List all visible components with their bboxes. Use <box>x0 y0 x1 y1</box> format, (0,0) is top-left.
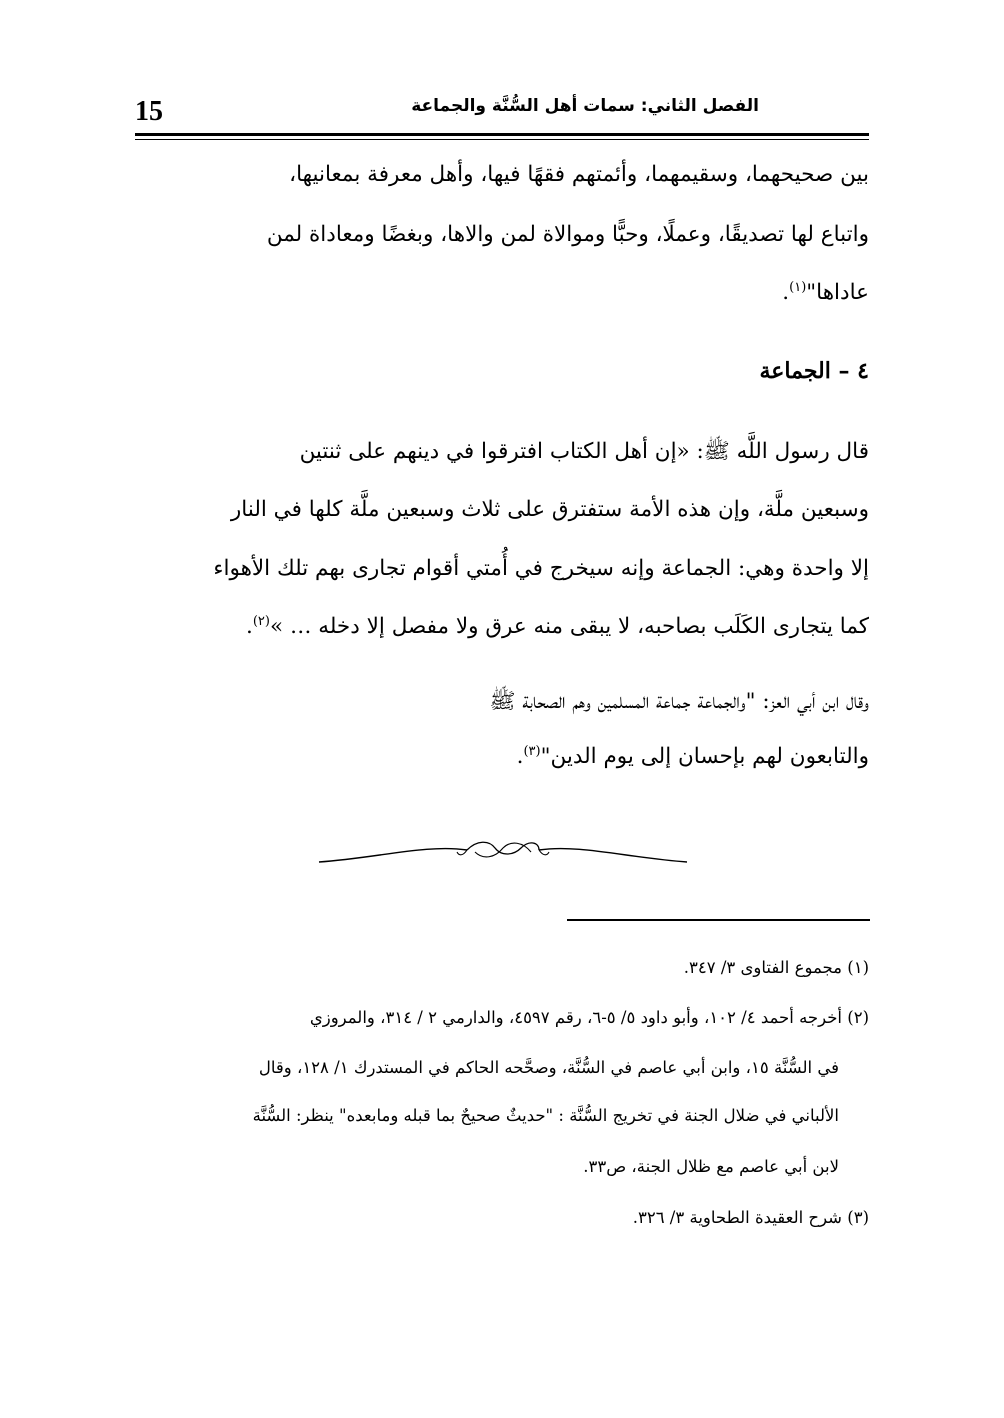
body-line-text: عاداها" <box>806 280 869 306</box>
body-line: بين صحيحهما، وسقيمهما، وأئمتهم فقهًا فيها، وأهل معرفة بمعانيها، <box>289 162 869 187</box>
period: . <box>245 614 253 640</box>
footnote-2-continued: لابن أبي عاصم مع ظلال الجنة، ص٣٣. <box>583 1157 839 1176</box>
body-line-text: كما يتجارى الكَلَب بصاحبه، لا يبقى منه عرق ولا مفصل إلا دخله … » <box>269 614 869 640</box>
section-heading: ٤ – الجماعة <box>759 358 869 384</box>
page-number: 15 <box>135 96 163 127</box>
header-rule <box>135 133 869 136</box>
body-line: إلا واحدة وهي: الجماعة وإنه سيخرج في أُمتي أقوام تجارى بهم تلك الأهواء <box>213 556 869 581</box>
body-line-last <box>782 280 869 305</box>
period: . <box>516 744 524 770</box>
footnote-2-continued: في السُّنَّة ١٥، وابن أبي عاصم في السُّنَّة، وصحَّحه الحاكم في المستدرك ١/ ١٢٨، وقال <box>258 1058 839 1077</box>
body-line: قال رسول اللَّه ﷺ: «إن أهل الكتاب افترقوا في دينهم على ثنتين <box>299 439 869 464</box>
footnote-1: (١) مجموع الفتاوى ٣/ ٣٤٧. <box>683 958 869 977</box>
ornament-divider-icon <box>317 836 689 868</box>
footnote-3: (٣) شرح العقيدة الطحاوية ٣/ ٣٢٦. <box>632 1208 869 1227</box>
body-line: وسبعين ملَّة، وإن هذه الأمة ستفترق على ثلاث وسبعين ملَّة كلها في النار <box>230 497 869 522</box>
footnote-separator <box>567 919 870 921</box>
body-line: واتباع لها تصديقًا، وعملًا، وحبًّا وموالاة لمن والاها، وبغضًا ومعاداة لمن <box>266 222 869 247</box>
period: . <box>782 280 790 306</box>
footnote-ref-3: (٣) <box>523 744 541 759</box>
page-header <box>135 88 869 128</box>
body-line-last <box>517 744 869 769</box>
body-line-last <box>246 614 869 639</box>
header-rule-thin <box>135 139 869 140</box>
body-line-text: والتابعون لهم بإحسان إلى يوم الدين" <box>540 744 869 770</box>
footnote-2-continued: الألباني في ضلال الجنة في تخريج السُّنَّة : "حديثٌ صحيحٌ بما قبله ومابعده" ينظر: السُّنَّة <box>252 1106 839 1125</box>
footnote-2: (٢) أخرجه أحمد ٤/ ١٠٢، وأبو داود ٥/ ٥-٦، رقم ٤٥٩٧، والدارمي ٢ / ٣١٤، والمروزي <box>309 1008 869 1027</box>
body-line: وقال ابن أبي العز: "والجماعة جماعة المسلمين وهم الصحابة ﷺ <box>489 689 869 714</box>
footnote-ref-2: (٢) <box>252 614 270 629</box>
running-title: الفصل الثاني: سمات أهل السُّنَّة والجماعة <box>411 96 759 116</box>
footnote-ref-1: (١) <box>789 280 807 295</box>
